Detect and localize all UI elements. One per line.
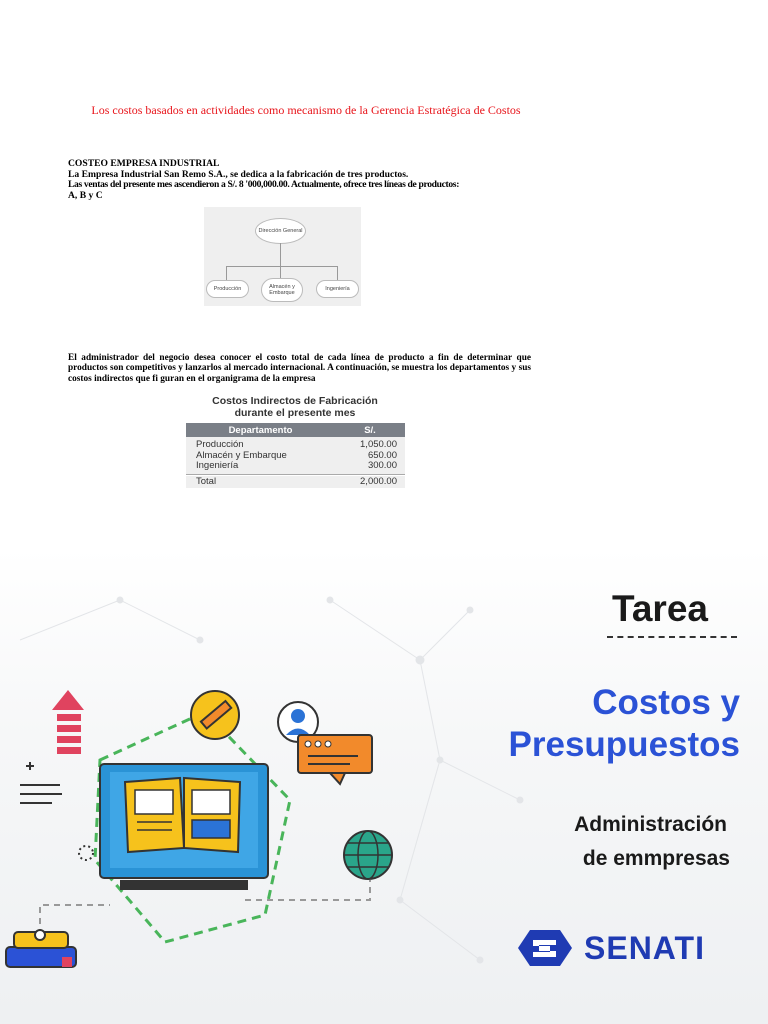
course-title-line: Costos y <box>592 683 740 722</box>
monitor-book-icon <box>100 764 268 890</box>
table-total-value: 2,000.00 <box>360 475 397 487</box>
org-chart <box>204 207 361 306</box>
tarea-underline <box>607 636 737 638</box>
table-cell: 650.00 <box>367 449 397 461</box>
table-body <box>186 437 405 475</box>
table-total-row <box>186 476 405 489</box>
intro-line: A, B y C <box>68 189 103 201</box>
intro-line: La Empresa Industrial San Remo S.A., se dedica a la fabricación de tres productos. <box>68 168 409 180</box>
table-caption-line: Costos Indirectos de Fabricación <box>212 395 378 407</box>
table-row <box>196 440 397 451</box>
globe-icon <box>344 831 392 879</box>
brand-name: SENATI <box>584 930 705 966</box>
table-caption <box>170 395 420 419</box>
table-cell: Almacén y Embarque <box>196 449 287 461</box>
cost-table <box>186 423 405 488</box>
pencil-icon <box>191 691 239 739</box>
table-cell: Ingeniería <box>196 460 239 471</box>
org-node-top: Dirección General <box>255 218 306 244</box>
org-connector <box>226 266 337 267</box>
org-node-produccion: Producción <box>206 280 249 298</box>
table-header <box>186 423 405 437</box>
table-caption-line: durante el presente mes <box>234 407 356 419</box>
program-line: Administración <box>574 813 727 836</box>
dotted-circle-icon <box>79 846 93 860</box>
org-connector <box>226 266 227 280</box>
org-node-ingenieria: Ingeniería <box>316 280 359 298</box>
org-connector <box>337 266 338 280</box>
intro-line: COSTEO EMPRESA INDUSTRIAL <box>68 158 220 169</box>
intro-text <box>68 159 538 201</box>
table-total-label: Total <box>196 475 217 487</box>
tarea-heading: Tarea <box>612 588 708 629</box>
document-lines-icon <box>20 762 62 803</box>
program-line: de emmpresas <box>582 847 730 870</box>
course-title-line: Presupuestos <box>508 725 740 764</box>
table-cell: 1,050.00 <box>360 439 397 450</box>
table-cell: Producción <box>196 439 244 450</box>
org-node-almacen: Almacén y Embarque <box>261 278 303 302</box>
body-paragraph: El administrador del negocio desea conocer el costo total de cada línea de producto a fin de determinar que productos son competitivos y lanzarlos al mercado internacional. A continuación, se muestra los departamentos y sus costos indirectos que fi guran en el organigrama de la empresa <box>68 353 531 384</box>
table-header-cell: S/. <box>364 424 376 436</box>
chat-icon <box>298 735 372 784</box>
table-cell: 300.00 <box>367 460 397 471</box>
org-connector <box>280 266 281 278</box>
program-name <box>520 808 730 876</box>
table-header-cell: Departamento <box>228 424 293 436</box>
senati-logo <box>518 930 572 966</box>
org-connector <box>280 243 281 266</box>
intro-line: Las ventas del presente mes ascendieron a S/. 8 '000,000.00. Actualmente, ofrece tres líneas de productos: <box>68 179 460 190</box>
books-icon <box>6 930 76 967</box>
course-title <box>490 682 740 766</box>
connector-line <box>245 880 370 900</box>
table-row <box>196 461 397 472</box>
up-arrow-icon <box>52 690 84 754</box>
document-title: Los costos basados en actividades como mecanismo de la Gerencia Estratégica de Costos <box>91 103 521 117</box>
connector-line <box>40 905 110 935</box>
